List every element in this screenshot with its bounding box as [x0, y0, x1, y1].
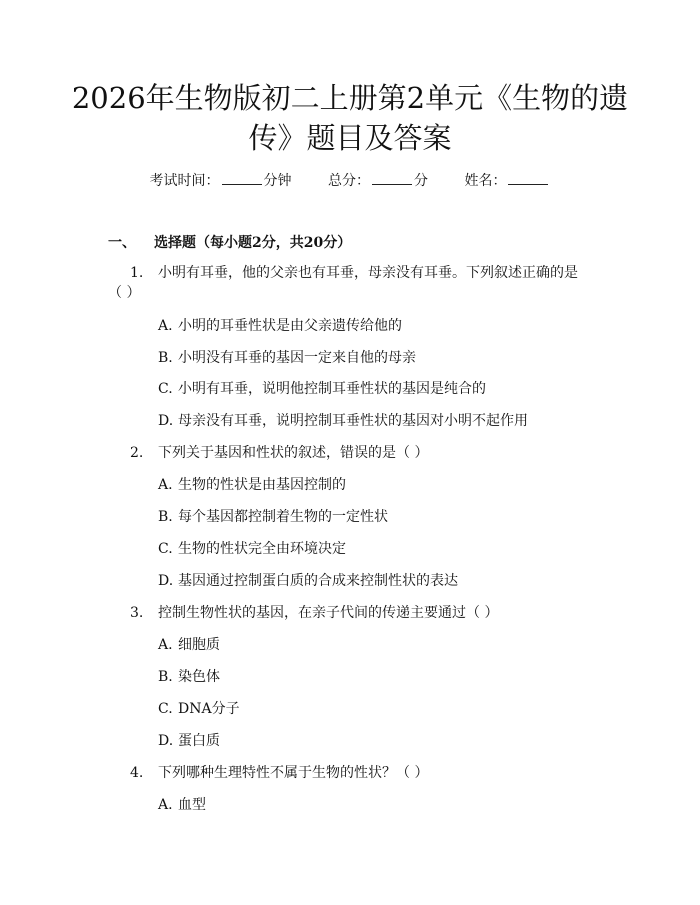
option: [158, 347, 416, 367]
name-blank: [508, 172, 548, 185]
option-text: 血型: [178, 797, 206, 813]
option-text: 每个基因都控制着生物的一定性状: [178, 509, 388, 525]
option-letter: C.: [158, 381, 173, 397]
section-number: 一、: [108, 235, 136, 251]
option-text: DNA分子: [178, 701, 240, 717]
time-blank: [222, 172, 262, 185]
option: [158, 794, 206, 814]
exam-meta: [0, 170, 700, 190]
time-label: 考试时间：: [149, 173, 220, 189]
question-text: 小明有耳垂，他的父亲也有耳垂，母亲没有耳垂。下列叙述正确的是: [158, 265, 578, 281]
option-text: 细胞质: [178, 637, 220, 653]
option-text: 小明没有耳垂的基因一定来自他的母亲: [178, 350, 416, 366]
question-text: 控制生物性状的基因，在亲子代间的传递主要通过（ ）: [158, 605, 499, 621]
option-letter: A.: [158, 477, 173, 493]
total-score: [328, 170, 428, 190]
option: [158, 315, 402, 335]
option-text: 基因通过控制蛋白质的合成来控制性状的表达: [178, 573, 458, 589]
option-letter: A.: [158, 797, 173, 813]
question-number: 2.: [130, 445, 144, 461]
option-letter: D.: [158, 733, 174, 749]
option: [158, 730, 220, 750]
option: [158, 698, 240, 718]
option-text: 生物的性状是由基因控制的: [178, 477, 346, 493]
option: [158, 570, 458, 590]
option-letter: B.: [158, 669, 173, 685]
option: [158, 634, 220, 654]
student-name: [464, 170, 550, 190]
option-letter: D.: [158, 413, 174, 429]
option-letter: B.: [158, 350, 173, 366]
option-letter: A.: [158, 318, 173, 334]
option: [158, 506, 388, 526]
option-text: 生物的性状完全由环境决定: [178, 541, 346, 557]
question-1-continuation: （ ）: [108, 285, 141, 301]
question-4: [130, 762, 428, 782]
question-2: [130, 442, 428, 462]
score-label: 总分：: [328, 173, 370, 189]
title-line-1: 2026年生物版初二上册第2单元《生物的遗: [71, 81, 629, 115]
title-line-2: 传》题目及答案: [248, 121, 452, 155]
question-3: [130, 602, 498, 622]
option: [158, 410, 528, 430]
option-text: 小明有耳垂，说明他控制耳垂性状的基因是纯合的: [178, 381, 486, 397]
option: [158, 378, 486, 398]
question-text: 下列哪种生理特性不属于生物的性状？（ ）: [158, 765, 429, 781]
question-number: 3.: [130, 605, 144, 621]
question-1: [130, 262, 578, 282]
name-label: 姓名：: [464, 173, 507, 189]
option-letter: A.: [158, 637, 173, 653]
option-text: 小明的耳垂性状是由父亲遗传给他的: [178, 318, 402, 334]
option: [158, 538, 346, 558]
section-heading: [108, 232, 351, 252]
option-letter: B.: [158, 509, 173, 525]
option-letter: D.: [158, 573, 174, 589]
option-text: 染色体: [178, 669, 220, 685]
option-text: 母亲没有耳垂，说明控制耳垂性状的基因对小明不起作用: [178, 413, 528, 429]
option: [158, 666, 220, 686]
section-title: 选择题（每小题2分，共20分）: [154, 235, 352, 251]
option-text: 蛋白质: [178, 733, 220, 749]
score-blank: [372, 172, 412, 185]
exam-title: [60, 78, 640, 158]
option-letter: C.: [158, 701, 173, 717]
question-number: 4.: [130, 765, 144, 781]
exam-time: [150, 170, 292, 190]
question-text: 下列关于基因和性状的叙述，错误的是（ ）: [158, 445, 429, 461]
option-letter: C.: [158, 541, 173, 557]
option: [158, 474, 346, 494]
time-unit: 分钟: [263, 173, 292, 189]
question-number: 1.: [130, 265, 144, 281]
score-unit: 分: [414, 173, 428, 189]
